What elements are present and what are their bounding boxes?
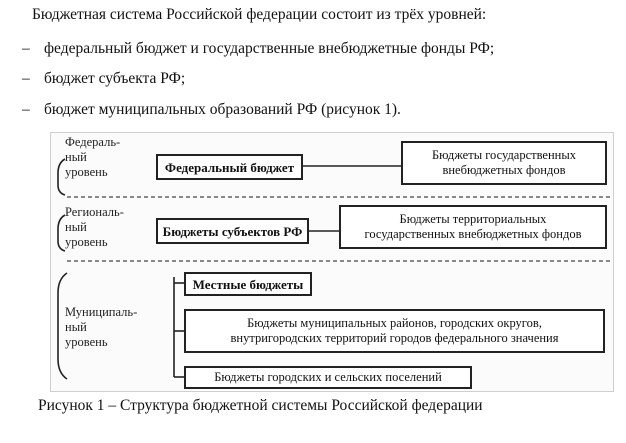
bullet-dash: –: [22, 40, 30, 57]
settlements-box: Бюджеты городских и сельских поселений: [184, 366, 472, 389]
federal-bracket: [58, 159, 65, 195]
list-item-text: бюджет субъекта РФ;: [44, 70, 186, 87]
list-item-text: федеральный бюджет и государственные внебюджетные фонды РФ;: [44, 40, 495, 57]
bullet-dash: –: [22, 70, 30, 87]
bullet-dash: –: [22, 101, 30, 118]
federal-budget-box: Федеральный бюджет: [156, 154, 303, 180]
local-budgets-box: Местные бюджеты: [184, 272, 312, 296]
list-item: [22, 70, 185, 88]
regional-level-label: Региональ- ный уровень: [65, 205, 124, 249]
budget-structure-diagram: [50, 132, 614, 392]
regional-budget-box: Бюджеты субъектов РФ: [156, 218, 309, 244]
list-item: [22, 101, 401, 119]
regional-funds-box: Бюджеты территориальных государственных внебюджетных фондов: [339, 205, 607, 249]
federal-funds-box: Бюджеты государственных внебюджетных фондов: [401, 141, 607, 185]
list-item-text: бюджет муниципальных образований РФ (рисунок 1).: [44, 101, 401, 118]
federal-level-label: Федераль- ный уровень: [65, 135, 121, 179]
regional-bracket: [58, 215, 65, 251]
figure-caption: Рисунок 1 – Структура бюджетной системы Российской федерации: [38, 397, 483, 414]
municipal-districts-box: Бюджеты муниципальных районов, городских округов, внутригородских территорий городов федерального значения: [184, 309, 605, 353]
intro-text: Бюджетная система Российской федерации состоит из трёх уровней:: [32, 6, 487, 23]
list-item: [22, 40, 494, 58]
municipal-level-label: Муниципаль- ный уровень: [65, 305, 138, 349]
